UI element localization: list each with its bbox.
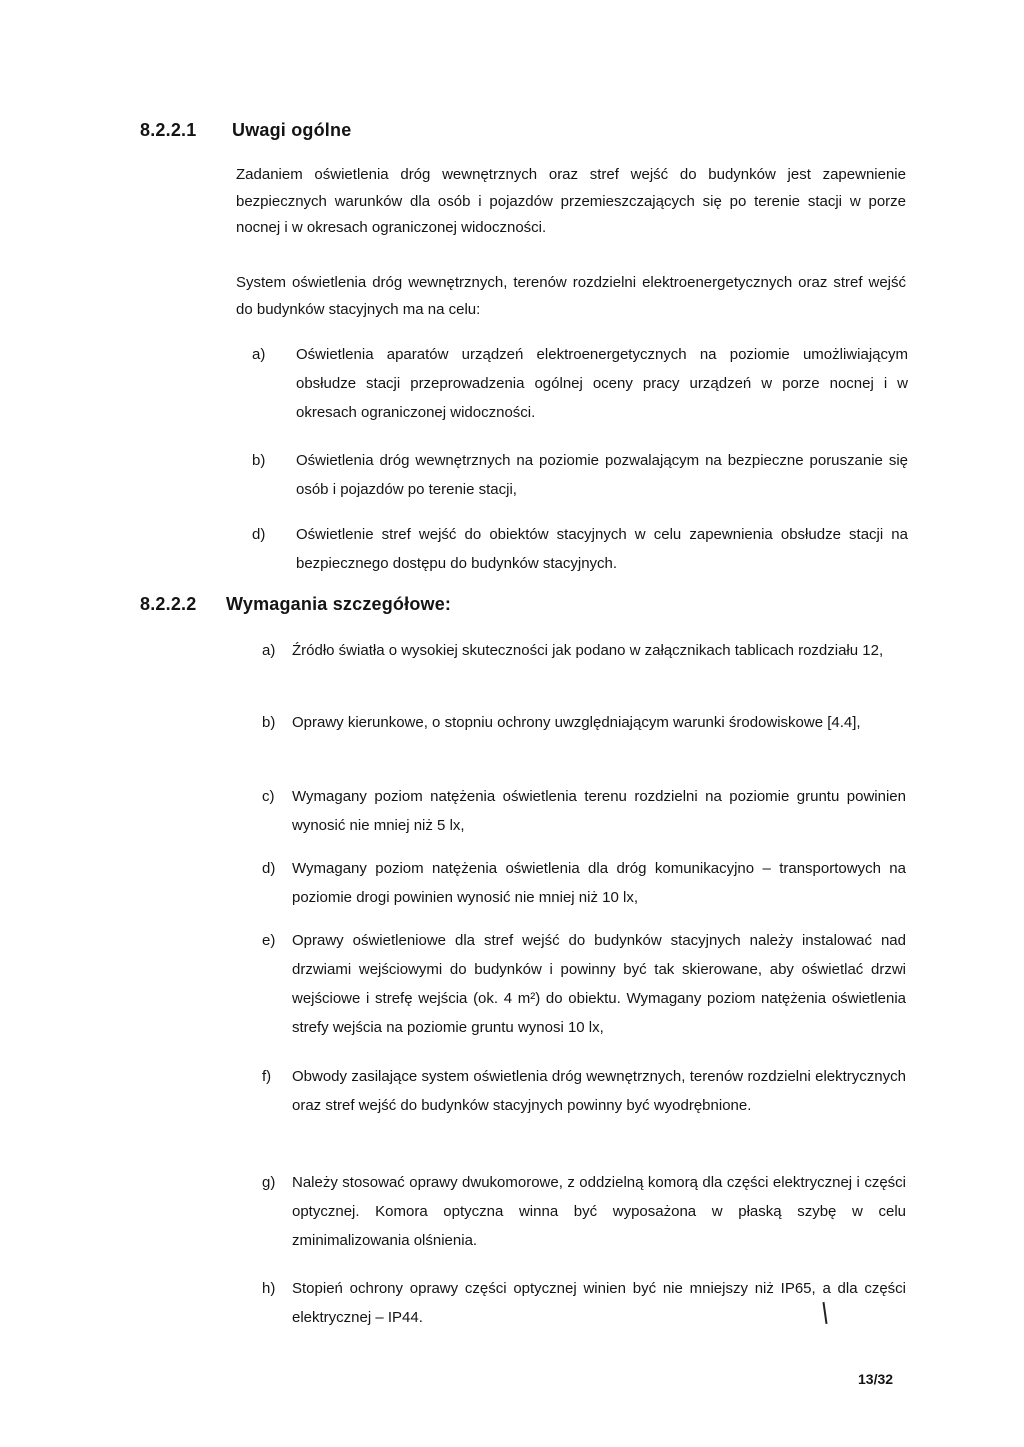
item-text: Źródło światła o wysokiej skuteczności jak podano w załącznikach tablicach rozdziału 12, xyxy=(292,642,884,659)
requirement-item xyxy=(262,1062,906,1152)
item-letter: g) xyxy=(262,1174,276,1191)
section-heading-general xyxy=(140,120,351,141)
section-title: Wymagania szczegółowe: xyxy=(226,594,452,614)
item-text: Oświetlenia dróg wewnętrznych na poziomie pozwalającym na bezpieczne poruszanie się osób i pojazdów po terenie stacji, xyxy=(296,452,908,498)
item-text: Wymagany poziom natężenia oświetlenia dla dróg komunikacyjno – transportowych na poziomie drogi powinien wynosić nie mniej niż 10 lx, xyxy=(292,860,906,906)
requirement-item xyxy=(262,782,906,842)
item-letter: a) xyxy=(262,642,276,659)
section-number: 8.2.2.2 xyxy=(140,594,197,614)
item-letter: e) xyxy=(262,932,276,949)
item-text: Stopień ochrony oprawy części optycznej winien być nie mniejszy niż IP65, a dla części elektrycznej – IP44. xyxy=(292,1280,906,1326)
item-letter: c) xyxy=(262,788,275,805)
item-letter: b) xyxy=(252,452,266,469)
item-letter: d) xyxy=(252,526,266,543)
requirement-item xyxy=(262,1168,906,1258)
requirement-item xyxy=(262,926,906,1046)
item-letter: d) xyxy=(262,860,276,877)
item-text: Obwody zasilające system oświetlenia dróg wewnętrznych, terenów rozdzielni elektrycznych oraz stref wejść do budynków stacyjnych powinny być wyodrębnione. xyxy=(292,1068,906,1114)
item-letter: a) xyxy=(252,346,266,363)
requirement-item xyxy=(262,854,906,914)
section-heading-requirements xyxy=(140,594,451,615)
page-number: 13/32 xyxy=(858,1371,894,1387)
section-title: Uwagi ogólne xyxy=(232,120,352,140)
requirement-item xyxy=(262,708,906,768)
item-text: Oprawy kierunkowe, o stopniu ochrony uwzględniającym warunki środowiskowe [4.4], xyxy=(292,714,861,731)
requirement-item xyxy=(262,1274,906,1334)
scope-paragraph: System oświetlenia dróg wewnętrznych, terenów rozdzielni elektroenergetycznych oraz stref wejść do budynków stacyjnych ma na celu: xyxy=(236,274,906,318)
item-text: Oświetlenie stref wejść do obiektów stacyjnych w celu zapewnienia obsłudze stacji na bezpiecznego dostępu do budynków stacyjnych. xyxy=(296,526,908,572)
goal-item xyxy=(252,520,908,580)
goal-item xyxy=(252,340,908,430)
requirement-item xyxy=(262,636,906,696)
item-letter: h) xyxy=(262,1280,276,1297)
section-number: 8.2.2.1 xyxy=(140,120,197,140)
item-letter: b) xyxy=(262,714,276,731)
goal-item xyxy=(252,446,908,506)
item-text: Oświetlenia aparatów urządzeń elektroenergetycznych na poziomie umożliwiającym obsłudze stacji przeprowadzenia ogólnej oceny pracy urządzeń w porze nocnej i w okresach ograniczonej widoczności. xyxy=(296,346,908,421)
intro-paragraph: Zadaniem oświetlenia dróg wewnętrznych oraz stref wejść do budynków jest zapewnienie bezpiecznych warunków dla osób i pojazdów przemieszczających się po terenie stacji w porze nocnej i w okresach ograniczonej widoczności. xyxy=(236,166,906,236)
item-text: Oprawy oświetleniowe dla stref wejść do budynków stacyjnych należy instalować nad drzwiami wejściowymi do budynków i powinny być tak skierowane, aby oświetlać drzwi wejściowe i strefę wejścia (ok. 4 m²) do obiektu. Wymagany poziom natężenia oświetlenia strefy wejścia na poziomie gruntu wynosi 10 lx, xyxy=(292,932,906,1036)
item-letter: f) xyxy=(262,1068,272,1085)
item-text: Wymagany poziom natężenia oświetlenia terenu rozdzielni na poziomie gruntu powinien wynosić nie mniej niż 5 lx, xyxy=(292,788,906,834)
item-text: Należy stosować oprawy dwukomorowe, z oddzielną komorą dla części elektrycznej i części optycznej. Komora optyczna winna być wyposażona w płaską szybę w celu zminimalizowania olśnienia. xyxy=(292,1174,906,1249)
